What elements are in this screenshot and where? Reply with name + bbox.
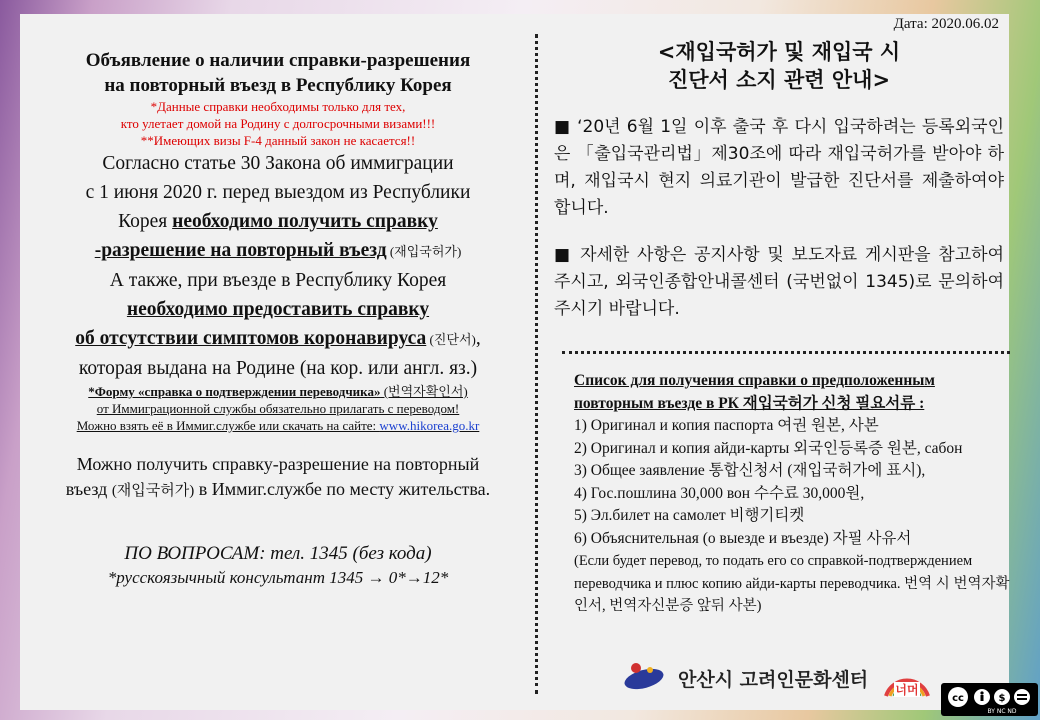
ru-translator-note: *Форму «справка о подтверждении переводчика» (번역자확인서) от Иммиграционной службы обязательно прилагать с переводом! Можно взять её в Иммиг.службе или скачать на сайте: www.hikorea.go.kr [76,384,480,433]
russian-notice [28,48,528,590]
notice-panel [20,14,1009,710]
date-label: Дата: 2020.06.02 [893,16,999,32]
hikorea-link[interactable]: www.hikorea.go.kr [379,418,480,433]
svg-text:$: $ [998,692,1005,704]
korean-notice [554,38,1004,323]
ru-where-to-get: Можно получить справку-разрешение на повторный въезд (재입국허가) в Иммиг.службе по месту жительства. [65,454,491,499]
cc-by-nc-nd-icon [944,685,1036,715]
list-item: 1) Оригинал и копия паспорта 여권 원본, 사본 [574,417,879,434]
cc-license-badge [941,683,1038,716]
kr-title: <재입국허가 및 재입국 시 진단서 소지 관련 안내> [657,40,901,92]
ru-red-note: *Данные справки необходимы только для тех, кто улетает домой на Родину с долгосрочными визами!!! **Имеющих визы F-4 данный закон не касается!! [120,99,436,148]
ru-main-text: Согласно статье 30 Закона об иммиграции с 1 июня 2020 г. перед выездом из Республики Корея необходимо получить справку -разрешение на повторный въезд (재입국허가) А также, при въезде в Республику Корея необходимо предоставить справку об отсутствии симптомов коронавируса (진단서), которая выдана на Родине (на кор. или англ. яз.) [75,153,481,379]
center-emblem-icon [620,661,666,695]
kr-paragraph-2: ■ 자세한 사항은 공지사항 및 보도자료 게시판을 참고하여 주시고, 외국인종합안내콜센터 (국번없이 1345)로 문의하여 주시기 바랍니다. [554,245,1004,319]
document-list [574,370,1010,618]
ru-title: Объявление о наличии справки-разрешения на повторный въезд в Республику Корея [85,50,471,96]
kr-paragraph-1: ■ ‘20년 6월 1일 이후 출국 후 다시 입국하려는 등록외국인은 「출입국관리법」제30조에 따라 재입국허가를 받아야 하며, 재입국시 현지 의료기관이 발급한 진단서를 제출하여야 합니다. [554,117,1004,218]
list-item: 4) Гос.пошлина 30,000 вон 수수료 30,000원, [574,484,865,502]
center-logo [620,658,934,698]
list-item: 6) Объяснительная (о выезде и въезде) 자필 사유서 [574,529,912,547]
ru-contact: ПО ВОПРОСАМ: тел. 1345 (без кода) *русскоязычный консультант 1345 → 0*→12* [107,543,449,587]
svg-text:cc: cc [951,692,964,704]
list-item: (Если будет перевод, то подать его со справкой-подтверждением переводчика и плюс копию айди-карты переводчика. 번역 시 번역자확인서, 번역자신분증 앞뒤 사본) [574,553,1010,614]
vertical-divider [535,34,538,694]
list-heading: Список для получения справки о предположенным повторным въезде в РК 재입국허가 신청 필요서류 : [574,372,935,412]
list-item: 2) Оригинал и копия айди-карты 외국인등록증 원본, сабон [574,439,963,457]
svg-text:BY NC ND: BY NC ND [986,707,1017,715]
horizontal-divider [562,351,1010,354]
svg-text:너머: 너머 [895,683,919,697]
center-name: 안산시 고려인문화센터 [678,668,869,691]
list-item: 3) Общее заявление 통합신청서 (재입국허가에 표시), [574,462,926,479]
list-item: 5) Эл.билет на самолет 비행기티켓 [574,507,805,524]
neomeo-badge-icon [880,658,934,698]
